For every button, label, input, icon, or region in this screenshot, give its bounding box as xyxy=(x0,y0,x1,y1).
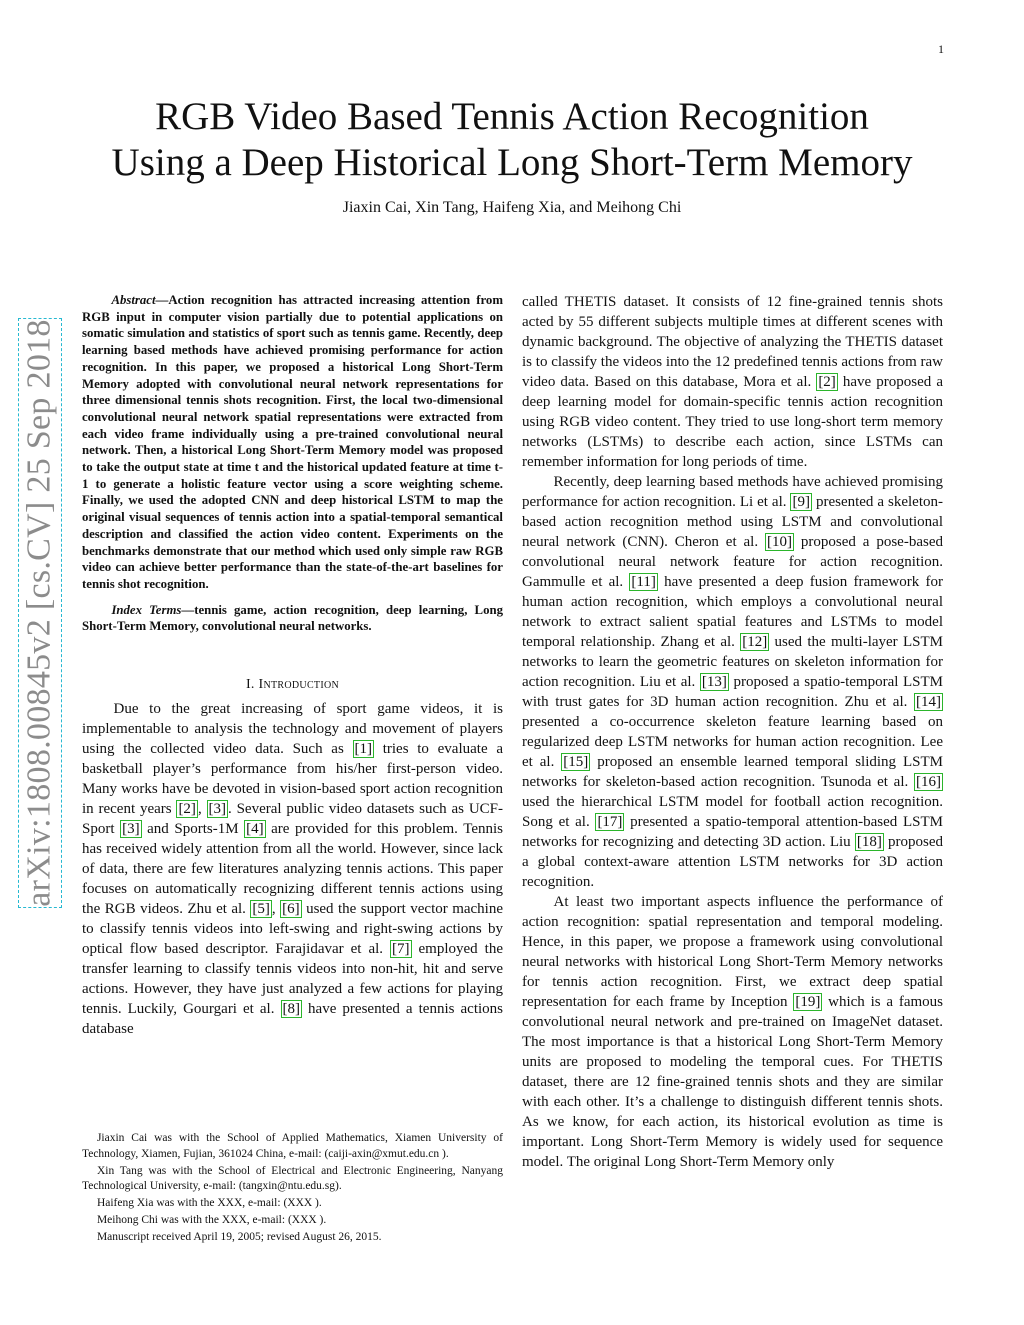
citation-link[interactable]: [10] xyxy=(767,534,792,550)
left-column xyxy=(82,292,503,1039)
text-run: presented a spatio-temporal attention-based LSTM networks for recognizing and detecting 3D action. Liu xyxy=(522,814,943,850)
citation-link[interactable]: [13] xyxy=(701,674,727,690)
body-paragraph xyxy=(522,292,943,472)
text-run: proposed a pose-based convolutional neural network feature for action recognition. Gammulle et al. xyxy=(522,534,943,590)
text-run: and Sports-1M xyxy=(141,821,245,838)
right-column xyxy=(522,292,943,1172)
author-footnotes xyxy=(82,1131,503,1247)
citation-link[interactable]: [7] xyxy=(392,941,410,958)
text-run: tries to evaluate a basketball player’s performance from his/her first-person video. Many works have be devoted in vision-based sport action recognition in recent years xyxy=(82,741,503,818)
body-paragraph xyxy=(522,892,943,1172)
text-run: have presented a deep fusion framework for human action recognition, which employs a convolutional neural network to extract salient spatial features and LSTMs to model temporal relationship. Zhang et al. xyxy=(522,574,943,650)
citation-link[interactable]: [12] xyxy=(742,634,768,650)
footnote: Haifeng Xia was with the XXX, e-mail: (XXX ). xyxy=(96,1197,322,1209)
text-run: , xyxy=(197,801,207,818)
text-run: . Several public video datasets such as UCF-Sport xyxy=(82,801,503,838)
author-list: Jiaxin Cai, Xin Tang, Haifeng Xia, and Meihong Chi xyxy=(342,199,682,216)
index-terms-label: Index Terms xyxy=(111,602,182,617)
index-terms-text: —tennis game, action recognition, deep learning, Long Short-Term Memory, convolutional neural networks. xyxy=(82,602,503,634)
citation-link[interactable]: [18] xyxy=(856,834,882,850)
citation-link[interactable]: [1] xyxy=(354,741,373,758)
citation-link[interactable]: [11] xyxy=(631,574,656,590)
citation-link[interactable]: [16] xyxy=(916,774,941,790)
text-run: called THETIS dataset. It consists of 12 fine-grained tennis shots acted by 55 different subjects multiple times at different scenes with dynamic background. The objective of analyzing the THETIS dataset is to classify the videos into the 12 predefined tennis actions from raw video data. Based on this database, Mora et al. xyxy=(522,294,943,390)
text-run: have proposed a deep learning model for domain-specific tennis action recognition using RGB video content. They tried to use long-short term memory networks (LSTMs) to describe each action, since LSTMs can remember information for long periods of time. xyxy=(522,374,943,470)
arxiv-identifier-stamp xyxy=(18,318,62,908)
introduction-paragraph xyxy=(82,699,503,1039)
text-run: used the hierarchical LSTM model for football action recognition. Song et al. xyxy=(522,794,943,830)
citation-link[interactable]: [4] xyxy=(246,821,264,838)
arxiv-id-text: arXiv:1808.00845v2 [cs.CV] 25 Sep 2018 xyxy=(21,319,58,907)
text-run: At least two important aspects influence the performance of action recognition: spatial representation and temporal modeling. Hence, in this paper, we propose a framework using convolutional neural networks with historical Long Short-Term Memory networks for tennis action recognition. First, we extract deep spatial representation for each frame by Inception xyxy=(522,894,943,1010)
text-run: proposed a global context-aware attention LSTM networks for 3D action recognition. xyxy=(522,834,943,890)
text-run: proposed a spatio-temporal LSTM with trust gates for 3D human action recognition. Zhu et al. xyxy=(522,674,943,710)
title-line-2: Using a Deep Historical Long Short-Term Memory xyxy=(111,141,913,184)
text-run: presented a co-occurrence skeleton feature learning based on regularized deep LSTM networks for human action recognition. Lee et al. xyxy=(522,714,943,770)
footnote: Manuscript received April 19, 2005; revised August 26, 2015. xyxy=(96,1231,382,1243)
text-run: proposed an ensemble learned temporal sliding LSTM networks for skeleton-based action recognition. Tsunoda et al. xyxy=(522,754,943,790)
text-run: which is a famous convolutional neural network and pre-trained on ImageNet dataset. The most importance is that a historical Long Short-Term Memory units are proposed to modeling the temporal cues. For THETIS dataset, there are 12 fine-grained tennis shots and they are similar with each other. It’s a challenge to distinguish different tennis shots. As we know, for each action, its historical evolution as time is important. Long Short-Term Memory is widely used for sequence model. The original Long Short-Term Memory only xyxy=(522,994,943,1170)
citation-link[interactable]: [17] xyxy=(597,814,623,830)
citation-link[interactable]: [2] xyxy=(818,374,836,390)
text-run: Recently, deep learning based methods have achieved promising performance for action recognition. Li et al. xyxy=(522,474,943,510)
citation-link[interactable]: [9] xyxy=(792,494,810,510)
paper-title xyxy=(60,94,964,186)
text-run: presented a skeleton-based action recognition method using LSTM and convolutional neural network (CNN). Cheron et al. xyxy=(522,494,943,550)
abstract-text: —Action recognition has attracted increasing attention from RGB input in computer vision partially due to potential applications on somatic simulation and statistics of sport such as tennis game. Recently, deep learning based methods have achieved promising performance for action recognition. In this paper, we proposed a historical Long Short-Term Memory adopted with convolutional neural network representations for three dimensional tennis shots recognition. First, the local two-dimensional convolutional neural network spatial representations were extracted from each video frame individually using a pre-trained convolutional neural network. Then, a historical Long Short-Term Memory model was proposed to take the output state at time t and the historical updated feature at time t-1 to generate a holistic feature vector using a score weighting scheme. Finally, we used the adopted CNN and deep historical LSTM to map the original visual sequences of tennis action into a spatial-temporal semantical description and classified the action video content. Experiments on the benchmarks demonstrate that our method which used only simple raw RGB video can achieve better performance than the state-of-the-art baselines for tennis shot recognition. xyxy=(82,293,503,591)
text-run: used the multi-layer LSTM networks to learn the geometric features on skeleton information for action recognition. Liu et al. xyxy=(522,634,944,690)
text-run: Due to the great increasing of sport game videos, it is implementable to analysis the technology and movement of players using the collected video data. Such as xyxy=(82,701,503,758)
citation-link[interactable]: [3] xyxy=(208,801,227,818)
citation-link[interactable]: [3] xyxy=(122,821,140,838)
page-number: 1 xyxy=(938,42,944,56)
section-heading-introduction: I. Introduction xyxy=(245,677,340,693)
citation-link[interactable]: [15] xyxy=(563,754,589,770)
footnote: Xin Tang was with the School of Electrical and Electronic Engineering, Nanyang Technological University, e-mail: (tangxin@ntu.edu.sg). xyxy=(82,1164,503,1192)
citation-link[interactable]: [8] xyxy=(282,1001,301,1018)
footnote: Jiaxin Cai was with the School of Applied Mathematics, Xiamen University of Technology, Xiamen, Fujian, 361024 China, e-mail: (caiji-axin@xmut.edu.cn ). xyxy=(82,1132,503,1160)
citation-link[interactable]: [2] xyxy=(178,801,196,818)
citation-link[interactable]: [5] xyxy=(252,901,270,918)
title-line-1: RGB Video Based Tennis Action Recognition xyxy=(155,95,869,138)
text-run: are provided for this problem. Tennis has received widely attention from all the world. However, since lack of data, there are few literatures analyzing tennis actions. This paper focuses on automatically recognizing different tennis actions using the RGB videos. Zhu et al. xyxy=(82,821,503,918)
abstract xyxy=(82,292,503,593)
citation-link[interactable]: [14] xyxy=(916,694,941,710)
text-run: used the support vector machine to classify tennis videos into left-swing and right-swing actions by optical flow based descriptor. Farajidavar et al. xyxy=(82,901,504,958)
text-run: , xyxy=(271,901,281,918)
index-terms xyxy=(82,602,503,635)
text-run: employed the transfer learning to classify tennis videos into non-hit, hit and serve actions. However, they have just analyzed a few actions for playing tennis. Luckily, Gourgari et al. xyxy=(82,941,503,1018)
text-run: have presented a tennis actions database xyxy=(82,1001,503,1038)
abstract-label: Abstract xyxy=(111,293,156,307)
citation-link[interactable]: [19] xyxy=(795,994,821,1010)
citation-link[interactable]: [6] xyxy=(282,901,300,918)
body-paragraph xyxy=(522,472,943,892)
footnote: Meihong Chi was with the XXX, e-mail: (XXX ). xyxy=(96,1214,327,1226)
